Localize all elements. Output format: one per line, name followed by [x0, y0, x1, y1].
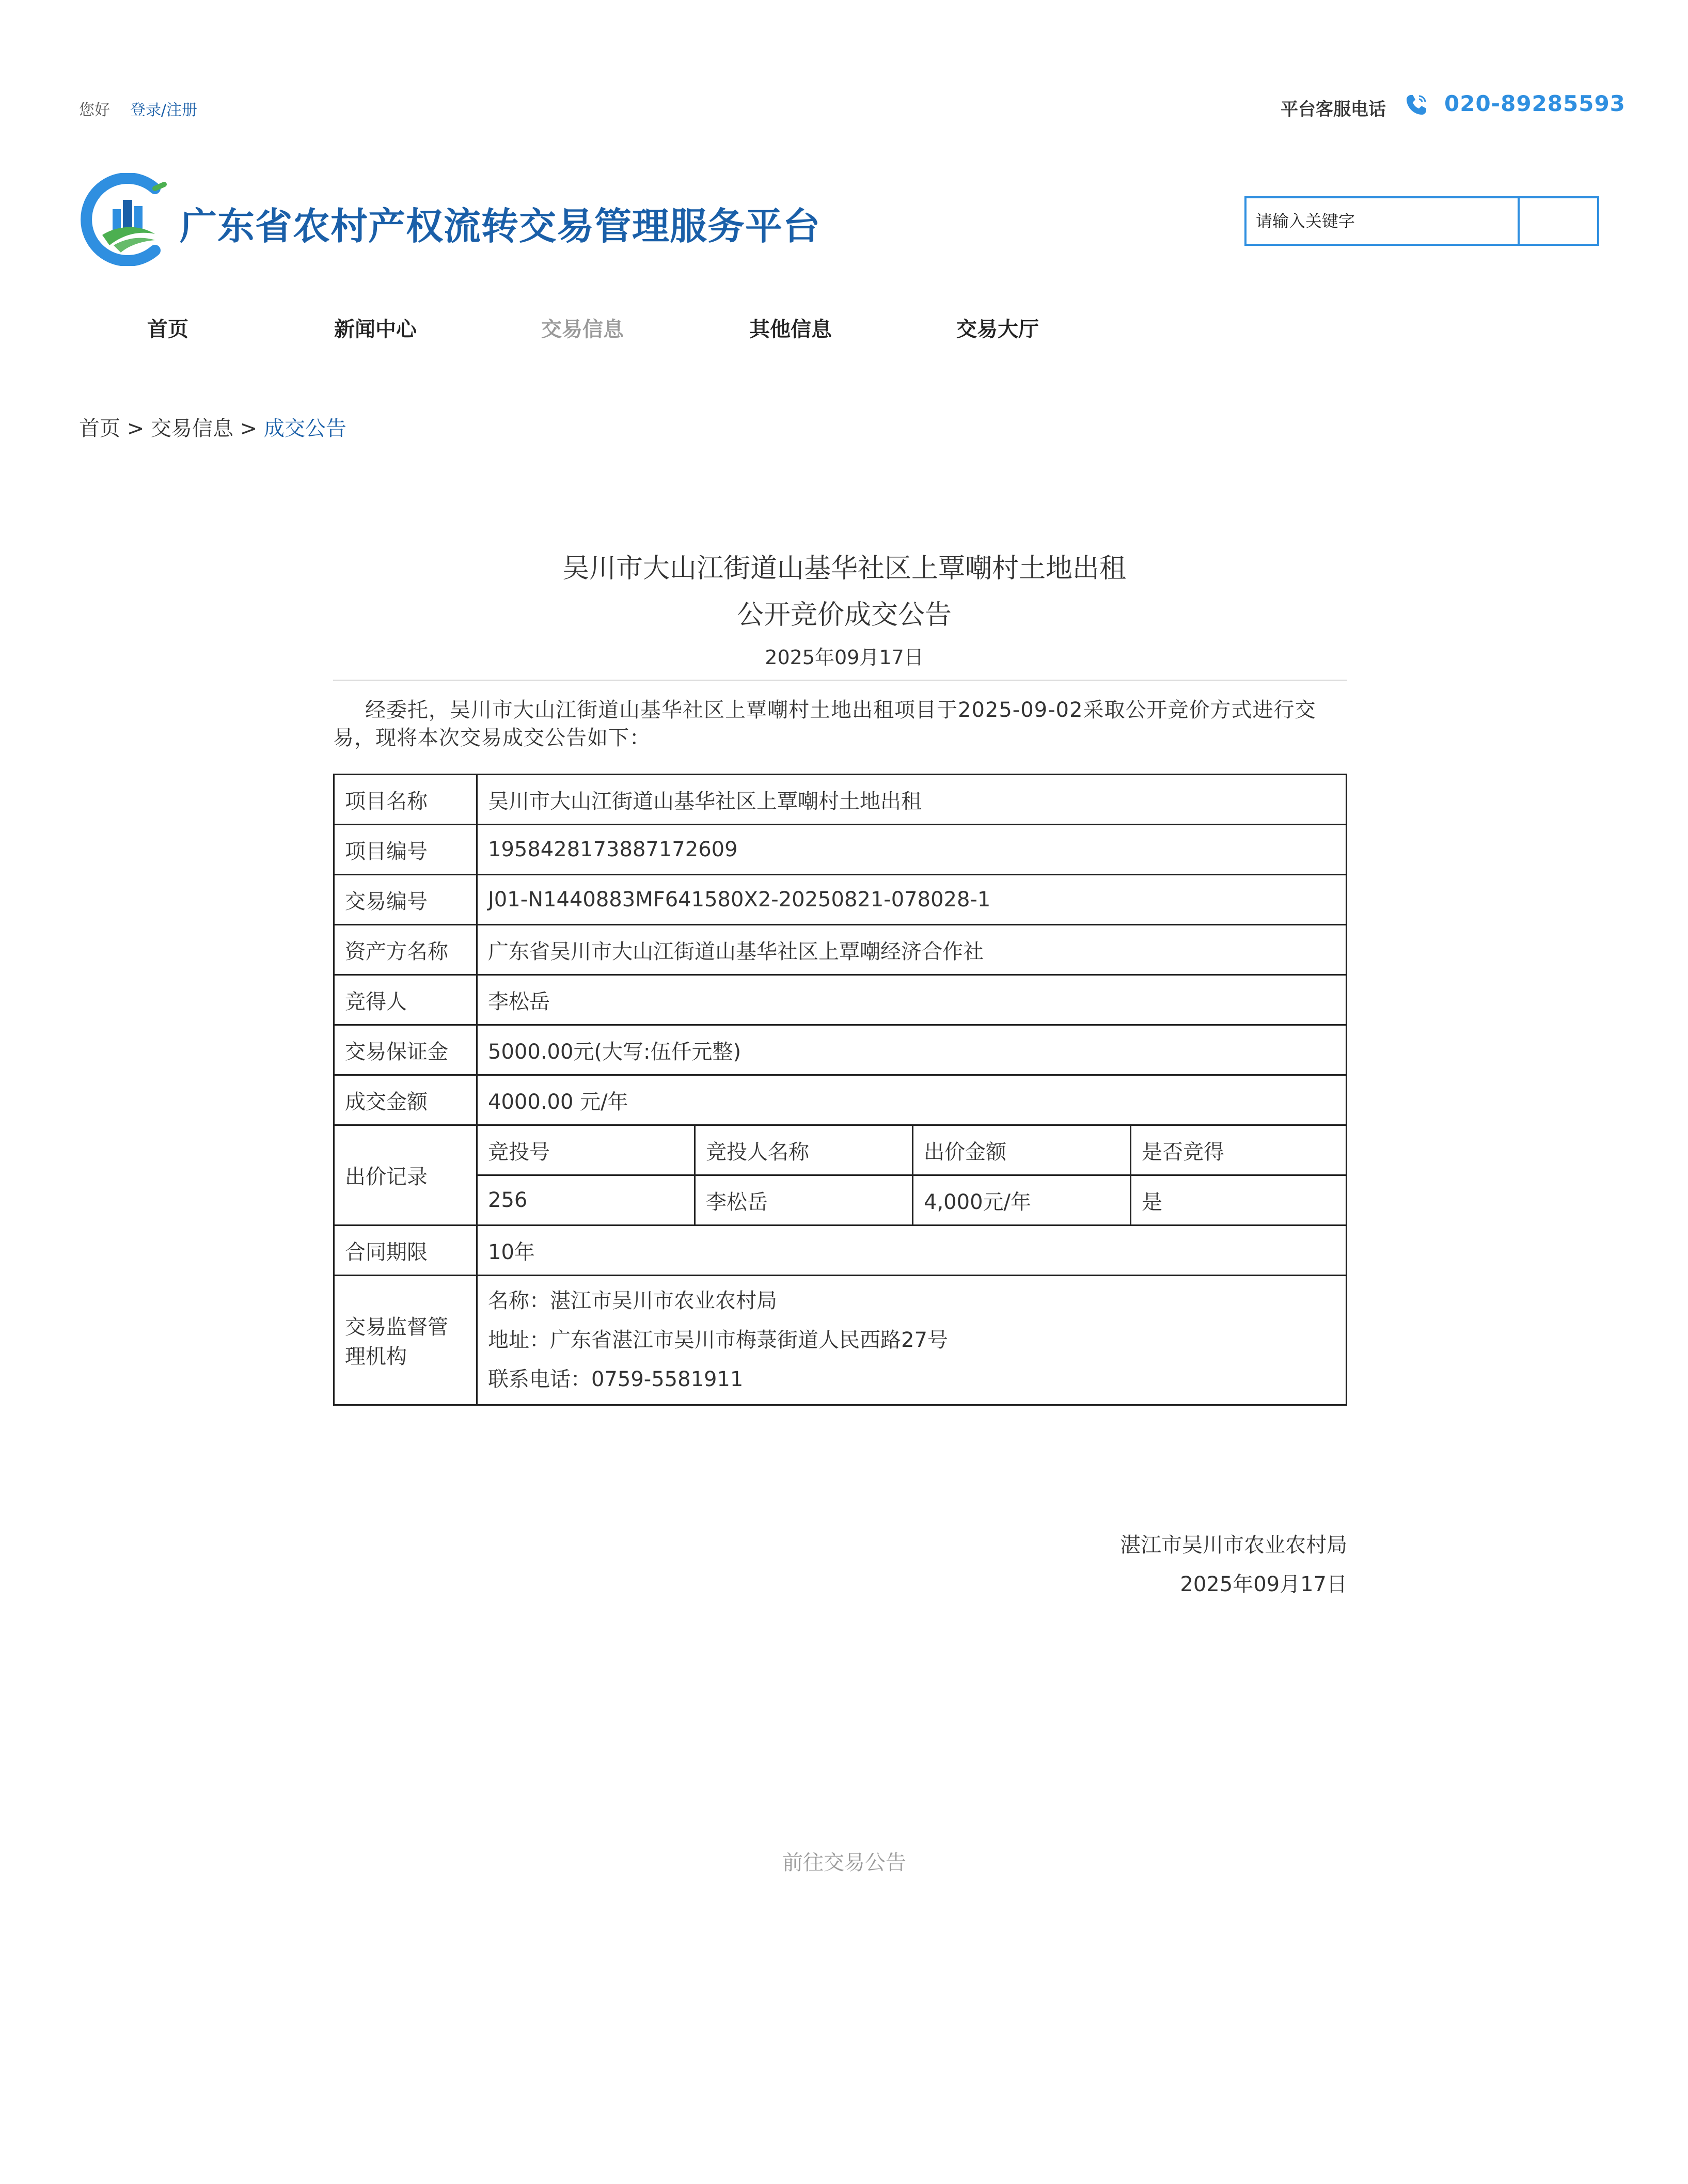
- breadcrumb: [79, 412, 346, 442]
- site-title: 广东省农村产权流转交易管理服务平台: [180, 205, 821, 248]
- table-row: [334, 1025, 1347, 1075]
- bid-cell: 256: [477, 1175, 695, 1225]
- nav-item-news[interactable]: 新闻中心: [334, 318, 417, 341]
- table-value: 10年: [477, 1225, 1347, 1276]
- table-value: 1958428173887172609: [477, 825, 1347, 875]
- nav-item-other-info[interactable]: 其他信息: [749, 318, 832, 341]
- breadcrumb-current: 成交公告: [263, 417, 346, 441]
- table-row: [334, 1075, 1347, 1125]
- table-row: [334, 975, 1347, 1025]
- table-row: [334, 875, 1347, 925]
- table-label: 成交金额: [334, 1075, 477, 1125]
- table-value: 李松岳: [477, 975, 1347, 1025]
- table-value: 广东省吴川市大山江街道山基华社区上覃嘲经济合作社: [477, 925, 1347, 975]
- platform-logo-icon: [77, 173, 170, 266]
- supervisor-address: 地址：广东省湛江市吴川市梅菉街道人民西路27号: [488, 1328, 948, 1352]
- article-subtitle: 公开竞价成交公告: [736, 600, 952, 631]
- divider: [333, 680, 1347, 681]
- breadcrumb-section[interactable]: 交易信息: [150, 417, 233, 441]
- breadcrumb-home[interactable]: 首页: [79, 417, 120, 441]
- article-intro: 经委托，吴川市大山江街道山基华社区上覃嘲村土地出租项目于2025-09-02采取公开竞价方式进行交易，现将本次交易成交公告如下：: [333, 698, 1316, 750]
- table-label: 交易保证金: [334, 1025, 477, 1075]
- breadcrumb-separator: >: [233, 417, 264, 441]
- table-label: 交易监督管理机构: [334, 1276, 477, 1405]
- nav-item-trade-hall[interactable]: 交易大厅: [956, 318, 1039, 341]
- breadcrumb-separator: >: [120, 417, 151, 441]
- hotline-number: 020-89285593: [1444, 91, 1626, 116]
- table-row: [334, 825, 1347, 875]
- search-button[interactable]: [1518, 196, 1599, 246]
- table-row: [334, 775, 1347, 825]
- bid-cell: 4,000元/年: [913, 1175, 1131, 1225]
- bid-header: 竞投人名称: [695, 1125, 913, 1175]
- table-row: [334, 1175, 1347, 1225]
- table-value: 4000.00 元/年: [477, 1075, 1347, 1125]
- greeting-text: 您好: [79, 101, 110, 119]
- table-value: 5000.00元(大写:伍仟元整): [477, 1025, 1347, 1075]
- table-label: 项目编号: [334, 825, 477, 875]
- table-value: [477, 1276, 1347, 1405]
- table-row: [334, 1225, 1347, 1276]
- table-label: 合同期限: [334, 1225, 477, 1276]
- goto-trade-announcement-link[interactable]: 前往交易公告: [782, 1851, 906, 1875]
- table-label: 资产方名称: [334, 925, 477, 975]
- table-label: 出价记录: [334, 1125, 477, 1225]
- bid-cell: 是: [1131, 1175, 1347, 1225]
- nav-item-trade-info[interactable]: 交易信息: [541, 318, 624, 341]
- bid-cell: 李松岳: [695, 1175, 913, 1225]
- table-value: J01-N1440883MF641580X2-20250821-078028-1: [477, 875, 1347, 925]
- signature-date: 2025年09月17日: [1180, 1573, 1347, 1596]
- table-row: [334, 1125, 1347, 1175]
- table-label: 项目名称: [334, 775, 477, 825]
- search-input[interactable]: [1247, 198, 1518, 244]
- table-label: 竞得人: [334, 975, 477, 1025]
- supervisor-phone: 联系电话：0759-5581911: [488, 1368, 744, 1391]
- bid-header: 出价金额: [913, 1125, 1131, 1175]
- table-label: 交易编号: [334, 875, 477, 925]
- table-row: [334, 925, 1347, 975]
- bid-header: 是否竞得: [1131, 1125, 1347, 1175]
- table-value: 吴川市大山江街道山基华社区上覃嘲村土地出租: [477, 775, 1347, 825]
- phone-icon: [1403, 92, 1429, 118]
- supervisor-name: 名称：湛江市吴川市农业农村局: [488, 1289, 777, 1313]
- login-register-link[interactable]: 登录/注册: [130, 101, 198, 119]
- article-title: 吴川市大山江街道山基华社区上覃嘲村土地出租: [562, 553, 1126, 584]
- bid-header: 竞投号: [477, 1125, 695, 1175]
- table-row: [334, 1276, 1347, 1405]
- announcement-table: [333, 774, 1347, 1406]
- signature-org: 湛江市吴川市农业农村局: [1120, 1533, 1347, 1557]
- article-date: 2025年09月17日: [765, 646, 924, 669]
- hotline-label: 平台客服电话: [1281, 99, 1386, 120]
- nav-item-home[interactable]: 首页: [147, 318, 188, 341]
